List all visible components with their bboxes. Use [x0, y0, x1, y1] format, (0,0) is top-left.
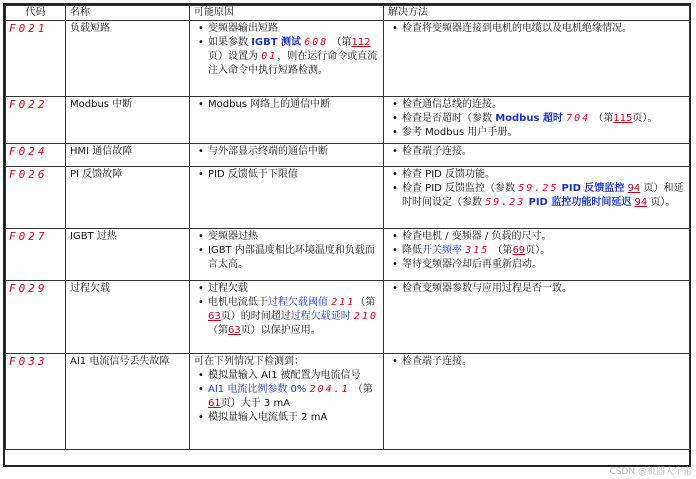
page-link[interactable]: 69: [512, 245, 526, 256]
param-link[interactable]: 过程欠载延时: [290, 311, 351, 322]
param-link[interactable]: PID 监控功能时间延迟: [528, 197, 632, 208]
param-code: 608: [304, 37, 329, 48]
page-link[interactable]: 94: [627, 183, 641, 194]
param-code: 59.25: [518, 183, 559, 194]
header-cause: 可能原因: [190, 6, 384, 21]
fault-name: HMI 通信故障: [66, 144, 190, 167]
fault-code: F026: [6, 167, 66, 229]
table-row: [6, 97, 690, 144]
page-link[interactable]: 63: [208, 311, 221, 322]
fault-cause: [190, 229, 384, 281]
page-link[interactable]: 112: [351, 37, 371, 48]
fault-remedy: [384, 229, 690, 281]
remedy-item: • 检查将变频器连接到电机的电缆以及电机绝缘情况。: [402, 22, 685, 36]
param-link[interactable]: PID 反馈监控: [561, 183, 625, 194]
page-link[interactable]: 115: [613, 113, 633, 124]
fault-cause: [190, 167, 384, 229]
param-code: 315: [465, 245, 490, 256]
param-link[interactable]: IGBT 测试: [251, 37, 302, 48]
cause-item: • 如果参数 IGBT 测试 608 （第112页）设置为 01，则在运行命令或直流注入命令中执行短路检测。: [208, 36, 379, 78]
header-name: 名称: [66, 6, 190, 21]
fault-code: F033: [6, 354, 66, 450]
remedy-item: • 检查是否超时（参数 Modbus 超时 704 （第115页）。: [402, 112, 685, 126]
remedy-item: • 检查 PID 反馈功能。: [402, 168, 685, 182]
page-link[interactable]: 61: [208, 398, 221, 409]
table-header-row: [6, 6, 690, 21]
cause-item: • Modbus 网络上的通信中断: [208, 98, 379, 112]
remedy-item: • 检查端子连接。: [402, 355, 685, 369]
fault-name: AI1 电流信号丢失故障: [66, 354, 190, 450]
fault-cause: [190, 281, 384, 354]
table-row: [6, 229, 690, 281]
param-value: 01: [261, 51, 278, 62]
fault-name: 负载短路: [66, 21, 190, 97]
remedy-item: • 检查 PID 反馈监控（参数 59.25 PID 反馈监控 94 页）和延时时间设定（参数 59.23 PID 监控功能时间延迟 94 页）。: [402, 182, 685, 210]
page-link[interactable]: 94: [634, 197, 648, 208]
param-link[interactable]: AI1 电流比例参数 0%: [208, 384, 307, 395]
table-row: [6, 21, 690, 97]
fault-code: F024: [6, 144, 66, 167]
remedy-item: • 检查端子连接。: [402, 145, 685, 159]
fault-table-frame: [3, 3, 691, 467]
remedy-item: • 降低开关频率 315 （第69页）。: [402, 244, 685, 258]
remedy-item: • 检查通信总线的连接。: [402, 98, 685, 112]
param-link[interactable]: 过程欠载阈值: [268, 297, 328, 308]
cause-item: • 模拟量输入 AI1 被配置为电流信号: [208, 369, 379, 383]
table-row: [6, 354, 690, 450]
cause-item: • 过程欠载: [208, 282, 379, 296]
fault-remedy: [384, 167, 690, 229]
header-code: 代码: [6, 6, 66, 21]
fault-code: F021: [6, 21, 66, 97]
fault-name: Modbus 中断: [66, 97, 190, 144]
remedy-item: • 检查变频器参数与应用过程是否一致。: [402, 282, 685, 296]
table-row: [6, 281, 690, 354]
fault-remedy: [384, 354, 690, 450]
cause-item: • AI1 电流比例参数 0% 204.1 （第61页）大于 3 mA: [208, 383, 379, 411]
cause-item: • 与外部显示终端的通信中断: [208, 145, 379, 159]
fault-name: IGBT 过热: [66, 229, 190, 281]
table-row: [6, 167, 690, 229]
fault-cause: [190, 144, 384, 167]
remedy-item: • 参考 Modbus 用户手册。: [402, 126, 685, 140]
param-code: 210: [353, 311, 378, 322]
fault-cause: [190, 21, 384, 97]
cause-item: • 变频器过热: [208, 230, 379, 244]
fault-remedy: [384, 281, 690, 354]
fault-cause: [190, 97, 384, 144]
fault-code: F022: [6, 97, 66, 144]
cause-item: • PID 反馈低于下限值: [208, 168, 379, 182]
param-code: 704: [566, 113, 591, 124]
fault-remedy: [384, 97, 690, 144]
page-link[interactable]: 63: [228, 325, 241, 336]
fault-remedy: [384, 21, 690, 97]
fault-code: F027: [6, 229, 66, 281]
param-code: 211: [331, 297, 356, 308]
header-remedy: 解决方法: [384, 6, 690, 21]
remedy-item: • 等待变频器冷却后再重新启动。: [402, 258, 685, 272]
cause-intro: 可在下列情况下检测到：: [194, 356, 304, 367]
watermark: CSDN @机器人宇宙: [609, 467, 692, 477]
cause-item: • 变频器输出短路: [208, 22, 379, 36]
cause-item: • IGBT 内部温度相比环境温度和负载而言太高。: [208, 244, 379, 272]
fault-name: PI 反馈故障: [66, 167, 190, 229]
param-link[interactable]: Modbus 超时: [495, 113, 563, 124]
cause-item: • 电机电流低于过程欠载阈值 211（第63页）的时间超过过程欠载延时 210（第63页）以保护应用。: [208, 296, 379, 338]
table-row: [6, 144, 690, 167]
param-code: 59.23: [485, 197, 526, 208]
fault-name: 过程欠载: [66, 281, 190, 354]
fault-remedy: [384, 144, 690, 167]
fault-cause: [190, 354, 384, 450]
param-code: 204.1: [309, 384, 350, 395]
remedy-item: • 检查电机 / 变频器 / 负载的尺寸。: [402, 230, 685, 244]
fault-code: F029: [6, 281, 66, 354]
cause-item: • 模拟量输入电流低于 2 mA: [208, 411, 379, 425]
param-link[interactable]: 开关频率: [422, 245, 462, 256]
fault-code-table: [5, 5, 690, 450]
